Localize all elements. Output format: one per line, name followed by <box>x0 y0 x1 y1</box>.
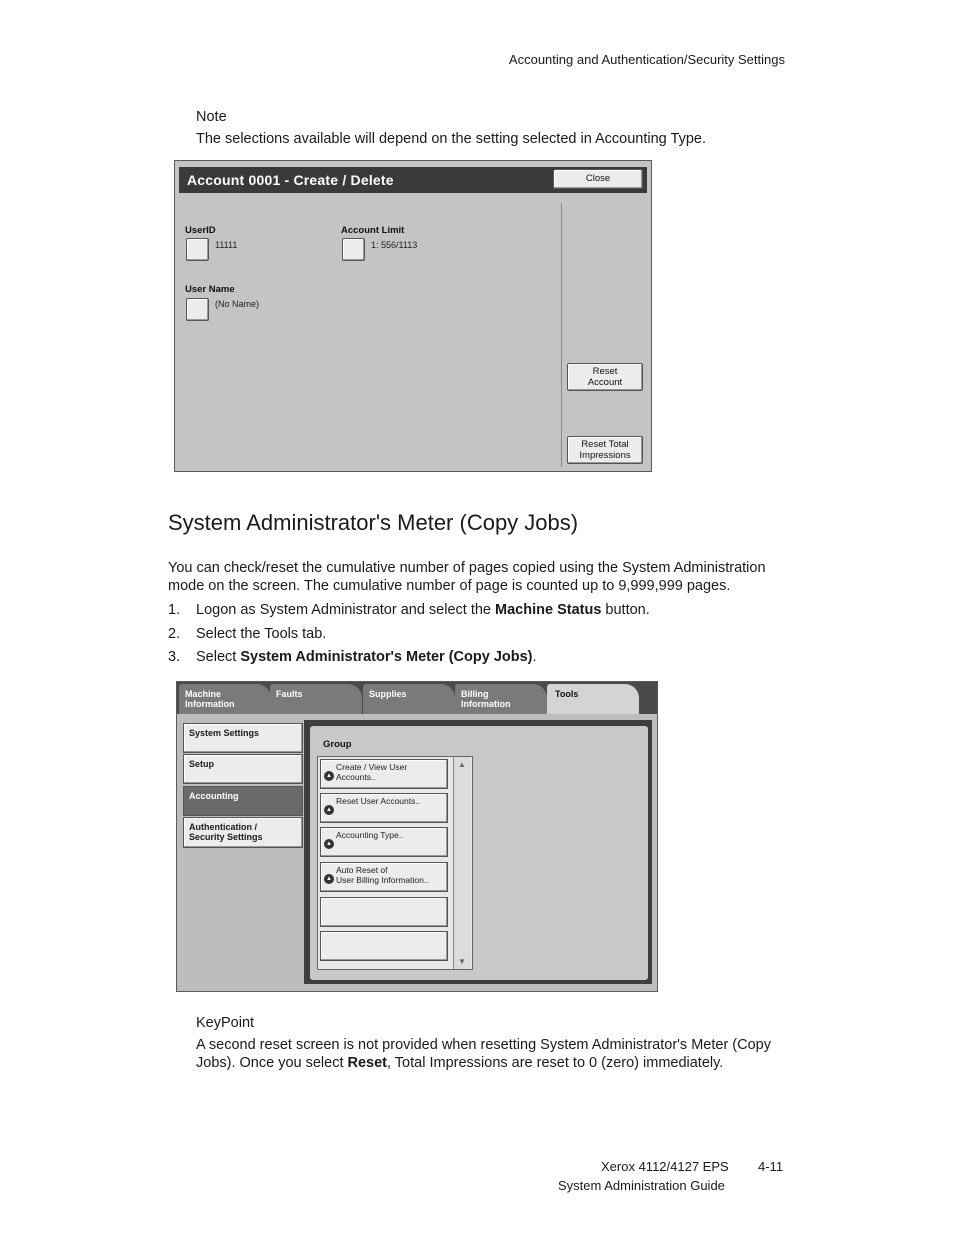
nav-label: Accounting <box>189 791 239 801</box>
step-text-end: button. <box>601 602 650 618</box>
list-item-create-view-user-accounts[interactable] <box>320 759 448 789</box>
screen-title: Account 0001 - Create / Delete <box>187 172 394 188</box>
nav-setup[interactable] <box>183 754 303 784</box>
footer-product: Xerox 4112/4127 EPS <box>601 1159 729 1174</box>
footer-page-number: 4-11 <box>758 1159 784 1174</box>
step-number: 1. <box>168 602 181 618</box>
step-1 <box>168 602 650 618</box>
note-label: Note <box>196 109 227 125</box>
list-scrollbar[interactable] <box>453 757 471 969</box>
footer-guide: System Administration Guide <box>558 1178 725 1193</box>
list-item-label: Accounting Type.. <box>336 830 404 840</box>
arrow-up-icon: ▲ <box>324 874 334 884</box>
reset-total-impressions-button[interactable] <box>567 436 643 464</box>
tab-label: Billing <box>461 689 489 699</box>
keypoint-bold: Reset <box>347 1055 388 1071</box>
username-label: User Name <box>185 284 235 295</box>
keypoint-label: KeyPoint <box>196 1015 255 1031</box>
reset-total-line1: Reset Total <box>581 439 629 450</box>
reset-total-line2: Impressions <box>579 450 631 461</box>
arrow-up-icon: ▲ <box>324 839 334 849</box>
section-heading: System Administrator's Meter (Copy Jobs) <box>168 510 579 535</box>
step-text: Select <box>196 649 241 665</box>
username-button[interactable] <box>186 298 209 321</box>
step-bold: System Administrator's Meter (Copy Jobs) <box>240 649 533 665</box>
list-item-empty[interactable] <box>320 931 448 961</box>
list-item-auto-reset[interactable] <box>320 862 448 892</box>
list-item-accounting-type[interactable] <box>320 827 448 857</box>
tab-supplies[interactable] <box>363 684 455 714</box>
nav-label: Setup <box>189 759 215 769</box>
step-text: Logon as System Administrator and select the <box>196 602 496 618</box>
nav-label-2: Security Settings <box>189 832 263 842</box>
reset-account-line1: Reset <box>592 366 618 377</box>
running-head: Accounting and Authentication/Security Settings <box>508 52 785 67</box>
username-value: (No Name) <box>215 299 260 309</box>
tab-label: Tools <box>555 689 579 699</box>
list-item-label: Reset User Accounts.. <box>336 796 421 806</box>
intro-line-2: mode on the screen. The cumulative number of page is counted up to 9,999,999 pages. <box>168 578 731 594</box>
userid-button[interactable] <box>186 238 209 261</box>
step-2 <box>168 626 326 642</box>
step-3 <box>168 649 537 665</box>
step-text: Select the Tools tab. <box>196 626 327 642</box>
keypoint-line-1: A second reset screen is not provided when resetting System Administrator's Meter (Copy <box>196 1037 771 1053</box>
nav-system-settings[interactable] <box>183 723 303 753</box>
list-item-label: Auto Reset of <box>336 865 388 875</box>
nav-label: Authentication / <box>189 822 257 832</box>
tab-label: Faults <box>276 689 303 699</box>
nav-authentication-security-settings[interactable] <box>183 817 303 848</box>
account-limit-label: Account Limit <box>341 225 405 236</box>
tab-label: Supplies <box>369 689 407 699</box>
tab-tools[interactable] <box>547 684 639 714</box>
scroll-up-icon[interactable]: ▲ <box>458 760 466 769</box>
keypoint-text-end: , Total Impressions are reset to 0 (zero) immediately. <box>387 1055 724 1071</box>
note-text: The selections available will depend on the setting selected in Accounting Type. <box>196 131 706 147</box>
account-limit-value: 1: 556/1113 <box>371 240 418 250</box>
divider <box>561 203 562 467</box>
tab-label-2: Information <box>461 699 511 709</box>
step-text-end: . <box>532 649 537 665</box>
intro-line-1: You can check/reset the cumulative number of pages copied using the System Administration <box>168 560 766 576</box>
group-label: Group <box>323 739 352 750</box>
tab-billing-information[interactable] <box>455 684 547 714</box>
keypoint-text: Jobs). Once you select <box>196 1055 348 1071</box>
tab-row <box>177 682 657 714</box>
reset-account-line2: Account <box>587 377 623 388</box>
step-bold: Machine Status <box>495 602 602 618</box>
nav-accounting[interactable] <box>183 786 303 816</box>
account-create-delete-screenshot <box>174 160 652 472</box>
tab-label-2: Information <box>185 699 235 709</box>
userid-label: UserID <box>185 225 216 236</box>
list-item-empty[interactable] <box>320 897 448 927</box>
scroll-down-icon[interactable]: ▼ <box>458 957 466 966</box>
step-number: 3. <box>168 649 181 665</box>
close-button[interactable]: Close <box>553 169 643 189</box>
tab-machine-information[interactable] <box>179 684 271 714</box>
userid-value: 11111 <box>215 240 238 250</box>
nav-label: System Settings <box>189 728 260 738</box>
arrow-up-icon: ▲ <box>324 771 334 781</box>
list-item-label-2: User Billing Information.. <box>336 875 429 885</box>
tab-faults[interactable] <box>270 684 362 714</box>
reset-account-button[interactable] <box>567 363 643 391</box>
tab-label: Machine <box>185 689 222 699</box>
keypoint-line-2 <box>196 1054 723 1072</box>
arrow-up-icon: ▲ <box>324 805 334 815</box>
step-number: 2. <box>168 626 181 642</box>
list-item-label: Create / View User Accounts.. <box>336 762 408 782</box>
list-item-reset-user-accounts[interactable] <box>320 793 448 823</box>
account-limit-button[interactable] <box>342 238 365 261</box>
tools-screen-screenshot <box>176 681 658 992</box>
